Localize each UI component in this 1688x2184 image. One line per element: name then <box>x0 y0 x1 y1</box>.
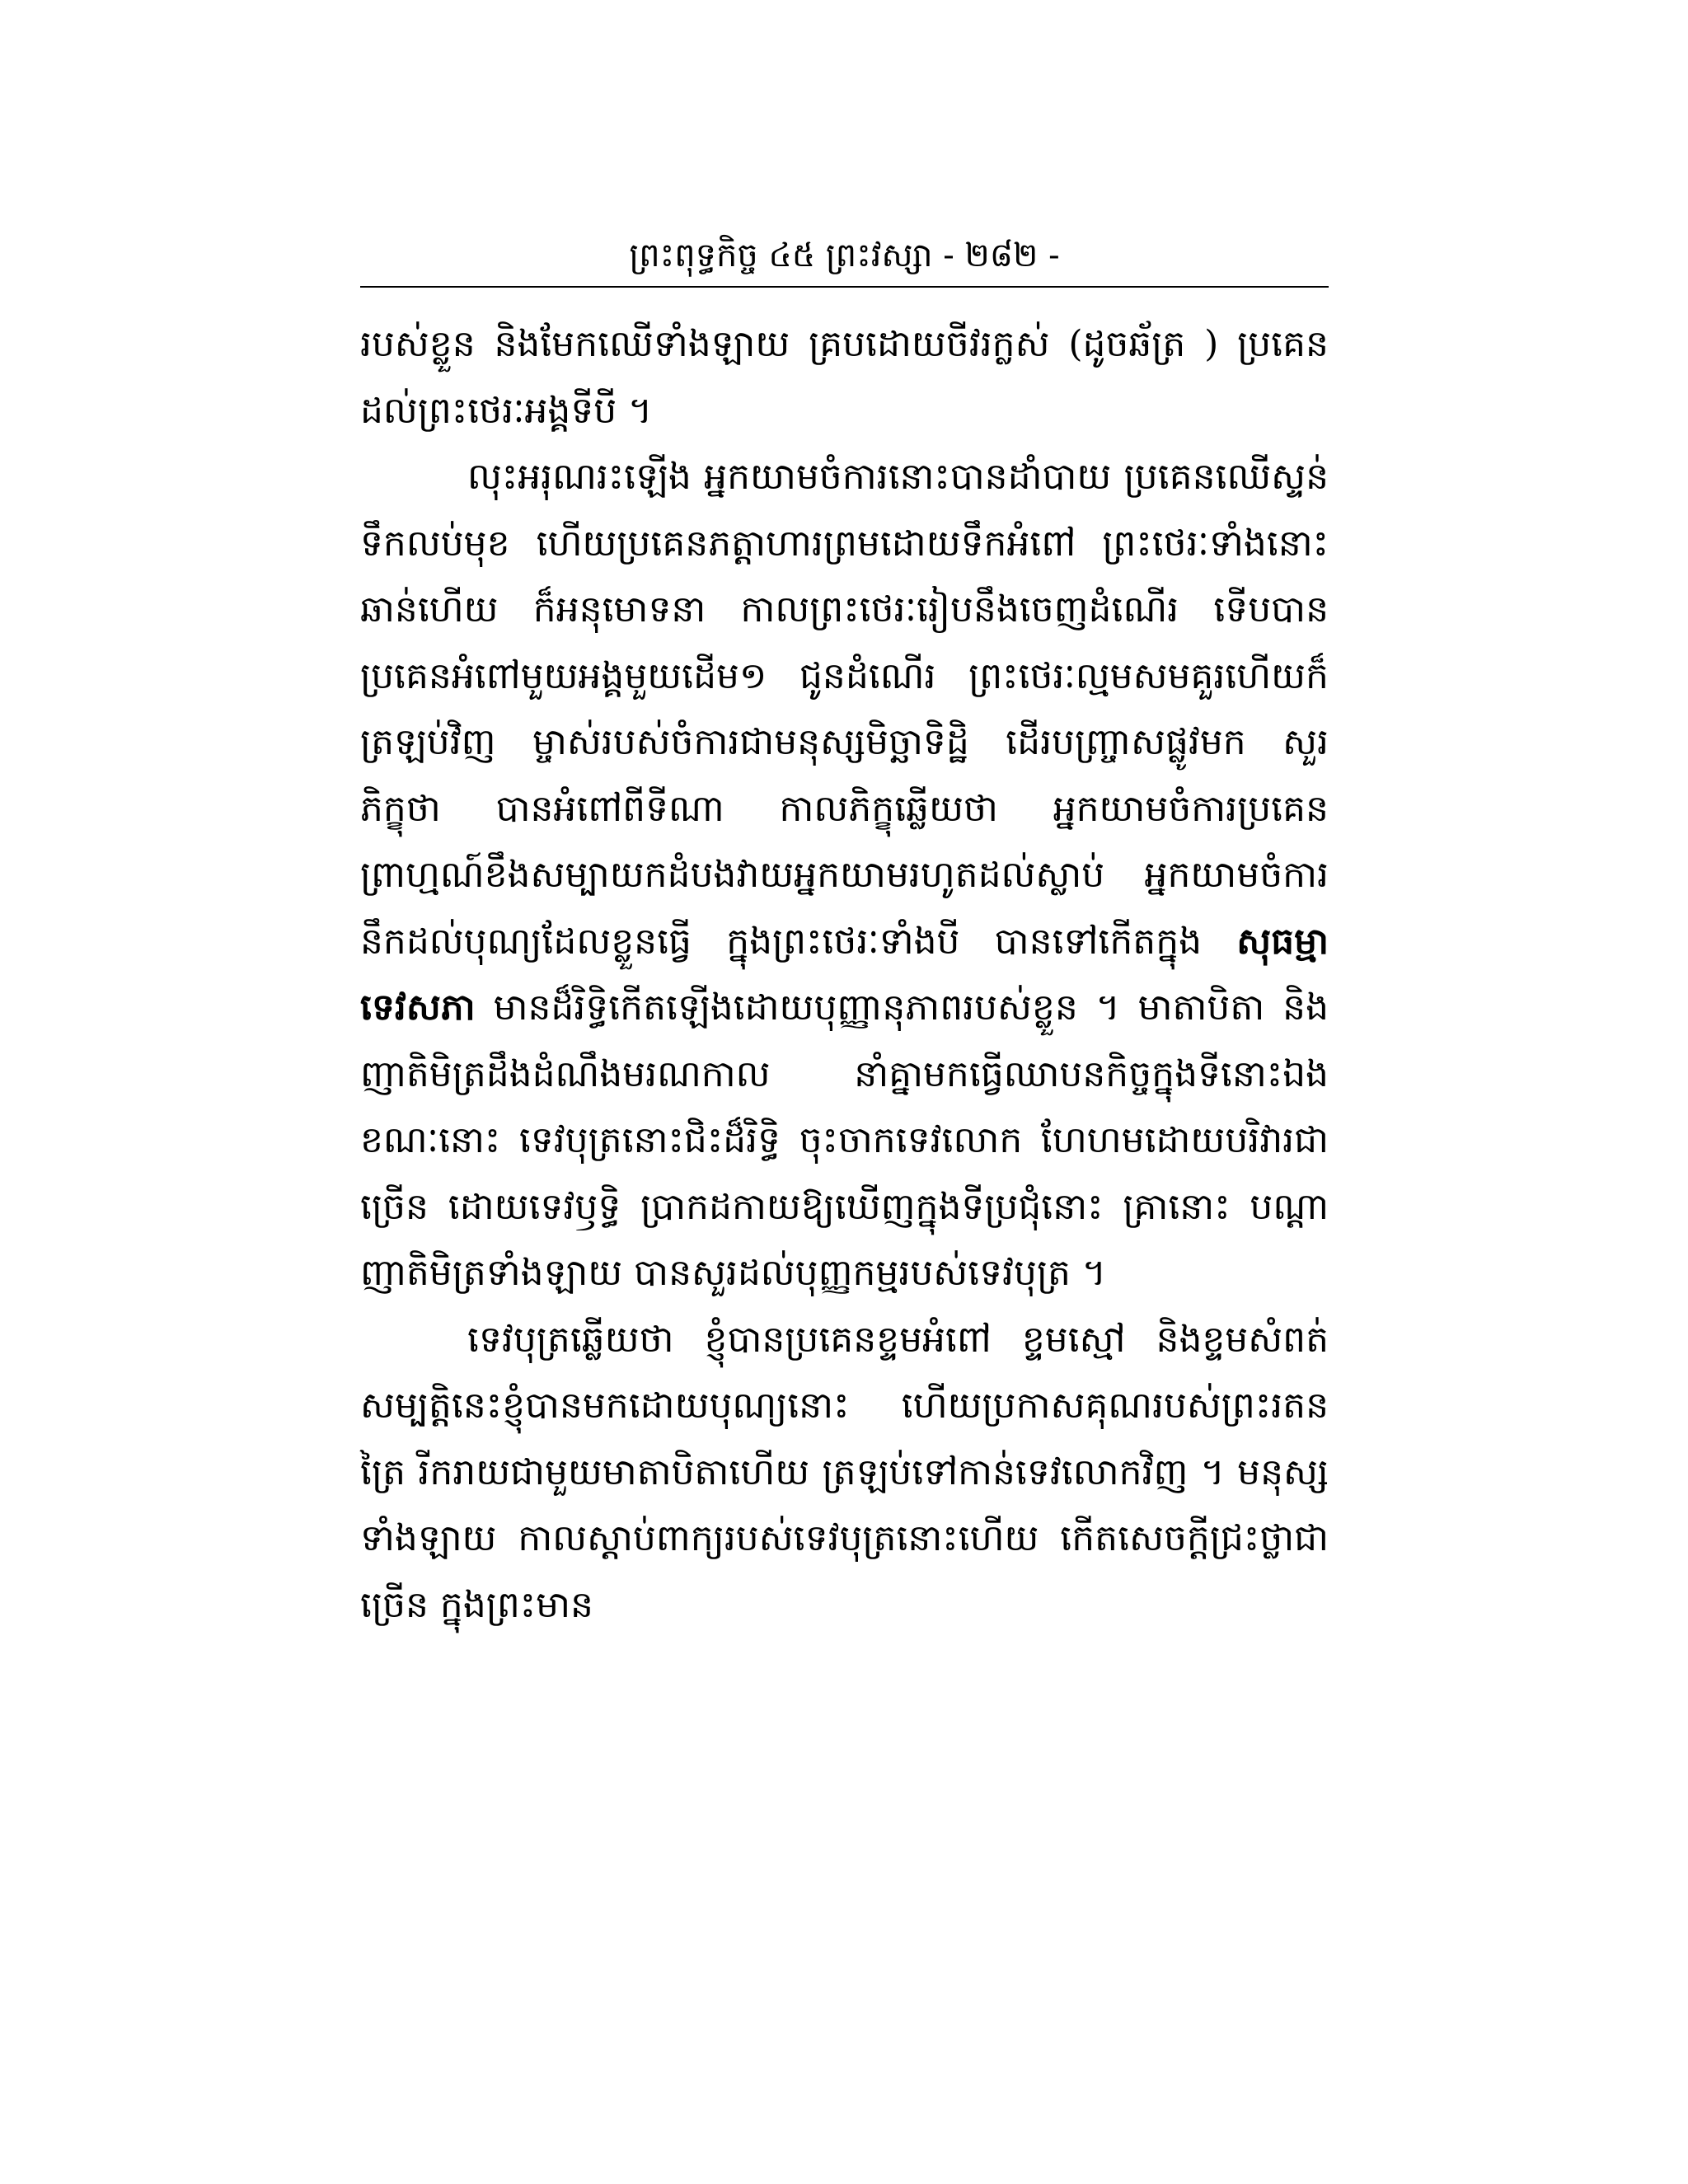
paragraph-1: របស់ខ្លួន និងមែកឈើទាំងឡាយ គ្របដោយចីវរក្លស់ (ដូចឆ័ត្រ ) ប្រគេនដល់ព្រះថេរៈអង្គទីបី ។ <box>360 323 1329 432</box>
paragraph-2-text-start: លុះអរុណរះឡើង អ្នកយាមចំការនោះបានដាំបាយ ប្រគេនឈើស្ទន់ទឹកលប់មុខ ហើយប្រគេនភត្តាហារព្រមដោយទឹកអំពៅ ព្រះថេរៈទាំងនោះឆាន់ហើយ ក៏អនុមោទនា កាលព្រះថេរៈរៀបនឹងចេញដំណើរ ទើបបានប្រគេនអំពៅមួយអង្គមួយដើម១ ជូនដំណើរ ព្រះថេរៈល្មមសមគួរហើយក៏ត្រឡប់វិញ ម្ចាស់របស់ចំការជាមនុស្សមិច្ឆាទិដ្ឋិ ដើរបញ្ច្រាសផ្លូវមក សួរភិក្ខុថា បានអំពៅពីទីណា កាលភិក្ខុឆ្លើយថា អ្នកយាមចំការប្រគេន ព្រាហ្មណ៍ខឹងសម្បាយកដំបងវាយអ្នកយាមរហូតដល់ស្លាប់ អ្នកយាមចំការនឹកដល់បុណ្យដែលខ្លួនធ្វើ ក្នុងព្រះថេរៈទាំងបី បានទៅកើតក្នុង <box>360 456 1329 963</box>
running-header: ព្រះពុទ្ធកិច្ច ៤៥ ព្រះវស្សា - ២៨២ - <box>629 237 1060 274</box>
paragraph-2 <box>360 444 1329 1307</box>
paragraph-2-text-end: មានដ៏រិទ្ធិកើតឡើងដោយបុញ្ញានុភាពរបស់ខ្លួន ។ មាតាបិតា និងញាតិមិត្រដឹងដំណឹងមរណកាល នាំគ្នាមកធ្វើឈាបនកិច្ចក្នុងទីនោះឯង ខណៈនោះ ទេវបុត្រនោះជិះដ៏រិទ្ធិ ចុះចាកទេវលោក ហែហមដោយបរិវារជាច្រើន ដោយទេវឫទ្ធិ ប្រាកដកាយឱ្យឃើញក្នុងទីប្រជុំនោះ គ្រានោះ បណ្ដាញាតិមិត្រទាំងឡាយ បានសួរដល់បុញ្ញកម្មរបស់ទេវបុត្រ ។ <box>360 987 1329 1294</box>
paragraph-3: ទេវបុត្រឆ្លើយថា ខ្ញុំបានប្រគេនខ្ទមអំពៅ ខ្ទមស្មៅ និងខ្ទមសំពត់ សម្បត្តិនេះខ្ញុំបានមកដោយបុណ្យនោះ ហើយប្រកាសគុណរបស់ព្រះរតនត្រៃ រីករាយជាមួយមាតាបិតាហើយ ត្រឡប់ទៅកាន់ទេវលោកវិញ ។ មនុស្សទាំងឡាយ កាលស្ដាប់ពាក្យរបស់ទេវបុត្រនោះហើយ កើតសេចក្ដីជ្រះថ្លាជាច្រើន ក្នុងព្រះមាន <box>360 1318 1329 1626</box>
header-divider <box>360 286 1329 288</box>
paragraph-2-emphasis: សុធម្មាទេវសភា <box>360 920 1329 1029</box>
main-text <box>360 312 1329 1638</box>
